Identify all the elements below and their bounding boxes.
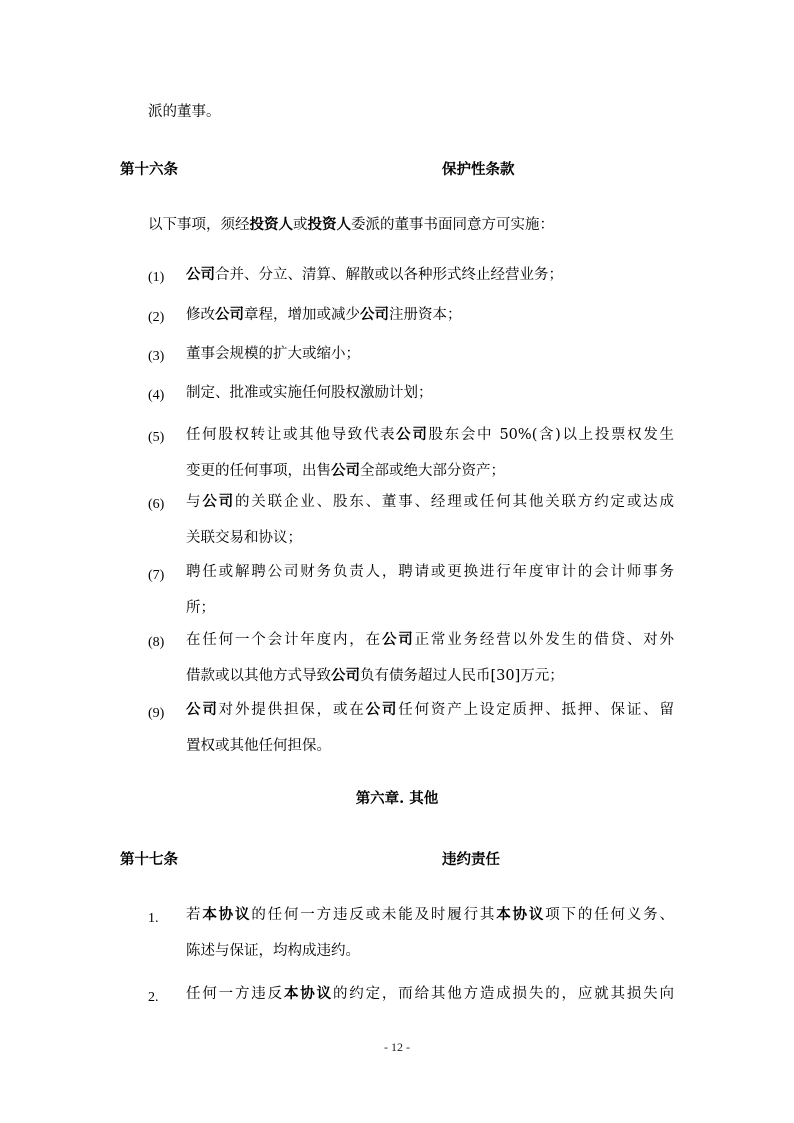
item-number: 1. — [148, 911, 159, 926]
article-16-number: 第十六条 — [120, 161, 178, 178]
item-text: 公司对外提供担保，或在公司任何资产上设定质押、抵押、保证、留 置权或其他任何担保。 — [186, 701, 675, 754]
item-text: 若本协议的任何一方违反或未能及时履行其本协议项下的任何义务、 陈述与保证，均构成违约。 — [186, 906, 675, 959]
item-text: 任何一方违反本协议的约定，而给其他方造成损失的，应就其损失向 — [186, 985, 675, 1002]
continuation-text: 派的董事。 — [148, 104, 221, 120]
item-number: (4) — [148, 388, 165, 403]
item-text: 与公司的关联企业、股东、董事、经理或任何其他关联方约定或达成 关联交易和协议； — [186, 493, 674, 546]
item-number: (7) — [148, 568, 165, 583]
item-number: (9) — [148, 706, 165, 721]
item-text: 在任何一个会计年度内，在公司正常业务经营以外发生的借贷、对外 借款或以其他方式导致公司负有债务超过人民币[30]万元； — [186, 631, 675, 684]
item-text: 制定、批准或实施任何股权激励计划； — [186, 385, 433, 401]
item-number: (3) — [148, 349, 165, 364]
item-text: 公司合并、分立、清算、解散或以各种形式终止经营业务； — [186, 266, 563, 283]
item-number: (5) — [148, 430, 165, 445]
item-number: (8) — [148, 635, 165, 650]
item-text: 任何股权转让或其他导致代表公司股东会中 50%(含)以上投票权发生 变更的任何事项，出售公司全部或绝大部分资产； — [186, 426, 675, 479]
page-number: - 12 - — [384, 1040, 410, 1054]
chapter-title: 第六章. 其他 — [355, 790, 439, 807]
article-17-title: 违约责任 — [442, 851, 500, 868]
item-text: 修改公司章程，增加或减少公司注册资本； — [186, 306, 462, 323]
article-16-title: 保护性条款 — [442, 161, 515, 178]
item-number: (1) — [148, 270, 165, 285]
article-16-intro: 以下事项，须经投资人或投资人委派的董事书面同意方可实施： — [148, 216, 554, 233]
item-number: (2) — [148, 310, 165, 325]
item-number: 2. — [148, 990, 159, 1005]
article-17-number: 第十七条 — [120, 851, 178, 868]
item-number: (6) — [148, 497, 165, 512]
item-text: 聘任或解聘公司财务负责人，聘请或更换进行年度审计的会计师事务 所； — [186, 564, 674, 616]
item-text: 董事会规模的扩大或缩小； — [186, 346, 360, 362]
